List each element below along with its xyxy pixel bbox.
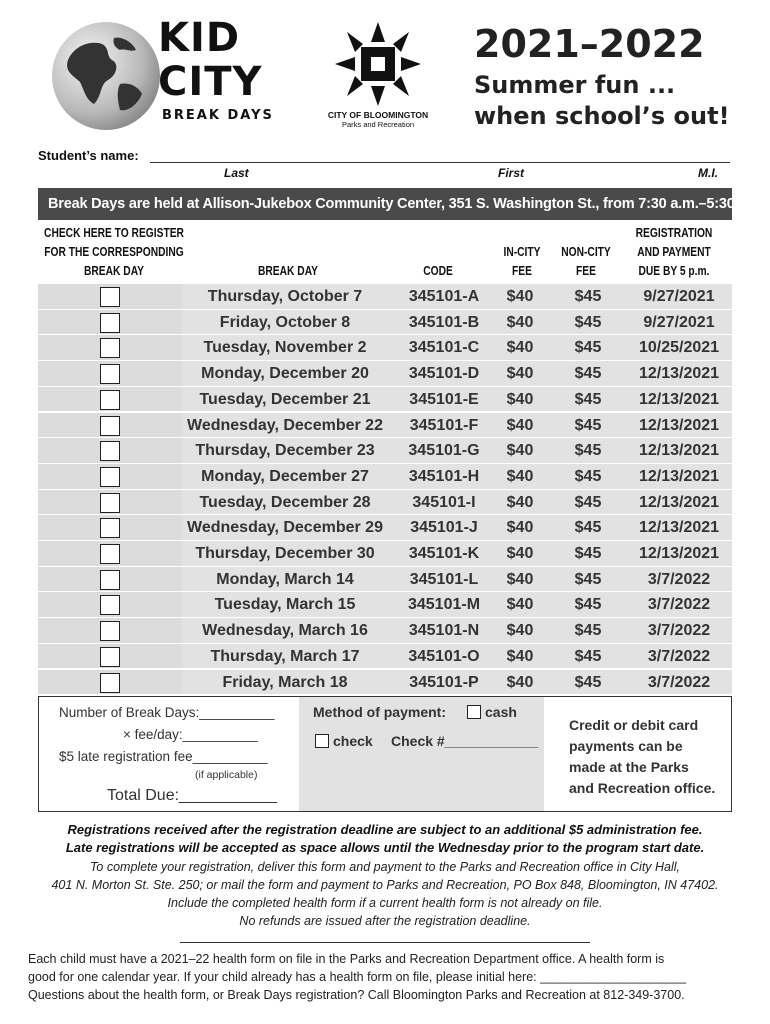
break-day-cell: Wednesday, December 22 (187, 416, 383, 434)
card-payment-note (569, 715, 715, 799)
due-date-cell: 3/7/2022 (647, 596, 711, 614)
cash-checkbox[interactable] (467, 705, 481, 719)
health-form-initial-field[interactable]: good for one calendar year. If your child already has a health form on file, please initial here: _____________________ (28, 970, 687, 984)
tagline-line-1: Summer fun ... (474, 71, 676, 99)
kid-city-logo (50, 16, 280, 134)
in-city-fee-cell: $40 (506, 493, 534, 511)
card-note-line: made at the Parks (569, 759, 689, 775)
break-day-cell: Thursday, December 23 (195, 442, 375, 460)
if-applicable-note: (if applicable) (195, 769, 258, 781)
in-city-fee-cell: $40 (506, 570, 534, 588)
code-cell: 345101-J (410, 519, 478, 537)
cash-label: cash (485, 704, 517, 720)
break-day-cell: Wednesday, March 16 (202, 622, 368, 640)
city-of-bloomington-logo (318, 20, 438, 132)
in-city-fee-cell: $40 (506, 647, 534, 665)
code-cell: 345101-H (408, 467, 480, 485)
checkbox-cell (38, 618, 182, 644)
city-dept: Parks and Recreation (341, 120, 415, 129)
break-day-cell: Tuesday, March 15 (214, 596, 356, 614)
checkbox-cell (38, 670, 182, 696)
in-city-fee-column-header (491, 243, 553, 281)
fee-per-day-field[interactable]: × fee/day:__________ (123, 727, 258, 742)
last-name-caption: Last (224, 166, 249, 180)
table-row (38, 284, 732, 310)
table-row (38, 464, 732, 490)
check-header-line: CHECK HERE TO REGISTER (44, 226, 184, 240)
late-fee-field[interactable]: $5 late registration fee__________ (59, 749, 268, 764)
in-city-fee-cell: $40 (506, 673, 534, 691)
non-city-fee-cell: $45 (574, 673, 602, 691)
non-city-fee-cell: $45 (574, 622, 602, 640)
checkbox-cell (38, 438, 182, 464)
instructions-line: Include the completed health form if a current health form is not already on file. (167, 896, 603, 910)
in-city-fee-cell: $40 (506, 545, 534, 562)
check-header-line: FOR THE CORRESPONDING (44, 245, 184, 259)
due-date-cell: 9/27/2021 (643, 288, 715, 305)
table-row (38, 361, 732, 387)
register-checkbox[interactable] (100, 673, 120, 693)
location-banner: Break Days are held at Allison-Jukebox Community Center, 351 S. Washington St., from 7:30 a.m.–5:30 p.m. (38, 188, 732, 220)
checkbox-cell (38, 310, 182, 336)
break-day-cell: Tuesday, December 21 (199, 390, 371, 408)
break-day-cell: Thursday, March 17 (210, 647, 360, 665)
table-row (38, 438, 732, 464)
code-cell: 345101-K (408, 545, 480, 562)
in-city-fee-cell: $40 (506, 288, 534, 305)
payment-summary-box (38, 696, 732, 812)
check-payment-label: check (333, 733, 373, 749)
non-city-fee-cell: $45 (574, 416, 602, 434)
in-city-fee-cell: $40 (506, 596, 534, 614)
checkbox-cell (38, 644, 182, 670)
globe-icon (50, 20, 162, 132)
city-name: CITY OF BLOOMINGTON (327, 110, 429, 120)
register-checkbox[interactable] (100, 338, 120, 358)
non-city-fee-cell: $45 (574, 467, 602, 485)
city-emblem-icon (333, 20, 423, 108)
instructions-line: To complete your registration, deliver this form and payment to the Parks and Recreation office in City Hall, (89, 860, 681, 874)
non-city-fee-cell: $45 (574, 596, 602, 614)
due-date-cell: 12/13/2021 (638, 416, 720, 434)
check-number-field[interactable]: Check #____________ (391, 733, 539, 749)
break-day-cell: Wednesday, December 29 (187, 519, 383, 537)
card-note-line: Credit or debit card (569, 717, 699, 733)
checkbox-cell (38, 464, 182, 490)
due-date-cell: 3/7/2022 (647, 570, 711, 588)
non-city-fee-cell: $45 (574, 390, 602, 408)
register-checkbox[interactable] (100, 416, 120, 436)
register-checkbox[interactable] (100, 647, 120, 667)
non-city-fee-cell: $45 (574, 365, 602, 383)
register-checkbox[interactable] (100, 287, 120, 307)
table-row (38, 335, 732, 361)
non-city-header-line: FEE (576, 264, 596, 278)
code-cell: 345101-L (409, 570, 479, 588)
years-title: 2021–2022 (474, 22, 705, 66)
payment-method-label: Method of payment: (313, 704, 446, 720)
due-date-cell: 3/7/2022 (647, 647, 711, 665)
in-city-fee-cell: $40 (506, 622, 534, 640)
card-note-line: payments can be (569, 738, 683, 754)
checkbox-cell (38, 284, 182, 310)
due-date-cell: 12/13/2021 (638, 365, 720, 383)
in-city-fee-cell: $40 (506, 467, 534, 485)
in-city-fee-cell: $40 (506, 442, 534, 460)
in-city-fee-cell: $40 (506, 519, 534, 537)
in-city-fee-cell: $40 (506, 365, 534, 383)
break-day-cell: Monday, December 20 (201, 365, 369, 383)
break-day-cell: Friday, March 18 (222, 673, 348, 691)
health-form-note: Each child must have a 2021–22 health form on file in the Parks and Recreation Department office. A health form is (28, 952, 665, 966)
register-checkbox[interactable] (100, 595, 120, 615)
checkbox-cell (38, 387, 182, 413)
non-city-fee-cell: $45 (574, 313, 602, 331)
break-day-column-header: BREAK DAY (257, 264, 318, 278)
due-date-cell: 3/7/2022 (647, 673, 711, 691)
register-checkbox[interactable] (100, 467, 120, 487)
due-header-line: REGISTRATION (635, 226, 713, 240)
code-cell: 345101-E (409, 390, 479, 408)
section-divider (180, 942, 590, 943)
check-column-header (40, 224, 188, 281)
register-checkbox[interactable] (100, 621, 120, 641)
code-cell: 345101-B (408, 313, 480, 331)
non-city-fee-cell: $45 (574, 570, 602, 588)
table-row (38, 387, 732, 413)
tagline-line-2: when school’s out! (474, 102, 730, 130)
late-registration-notice: Late registrations will be accepted as space allows until the Wednesday prior to the program start date. (65, 840, 705, 855)
break-day-cell: Thursday, December 30 (195, 545, 375, 562)
register-checkbox[interactable] (100, 364, 120, 384)
logo-city-text: CITY (158, 59, 263, 105)
break-day-cell: Monday, December 27 (201, 467, 369, 485)
code-cell: 345101-O (408, 647, 480, 665)
logo-kid-text: KID (158, 15, 241, 61)
code-cell: 345101-F (409, 416, 479, 434)
in-city-fee-cell: $40 (506, 416, 534, 434)
non-city-fee-cell: $45 (574, 339, 602, 357)
checkbox-cell (38, 515, 182, 541)
due-date-cell: 12/13/2021 (638, 467, 720, 485)
code-cell: 345101-P (409, 673, 479, 691)
refund-notice: No refunds are issued after the registration deadline. (239, 914, 531, 928)
table-row (38, 670, 732, 696)
table-row (38, 592, 732, 618)
student-name-label: Student’s name: (38, 148, 139, 163)
table-row (38, 515, 732, 541)
logo-break-days-text: BREAK DAYS (162, 108, 274, 123)
due-header-line: AND PAYMENT (637, 245, 711, 259)
in-city-fee-cell: $40 (506, 313, 534, 331)
break-day-cell: Tuesday, November 2 (203, 339, 367, 357)
code-cell: 345101-A (408, 288, 480, 305)
checkbox-cell (38, 413, 182, 439)
due-date-column-header (626, 224, 721, 281)
check-header-line: BREAK DAY (83, 264, 144, 278)
table-row (38, 618, 732, 644)
middle-initial-caption: M.I. (698, 166, 718, 180)
first-name-caption: First (498, 166, 525, 180)
checkbox-cell (38, 567, 182, 593)
due-header-line: DUE BY 5 p.m. (638, 264, 710, 278)
break-day-cell: Tuesday, December 28 (199, 493, 371, 511)
code-cell: 345101-N (408, 622, 480, 640)
due-date-cell: 12/13/2021 (638, 493, 720, 511)
code-cell: 345101-D (408, 365, 480, 383)
in-city-header-line: FEE (512, 264, 532, 278)
code-cell: 345101-I (412, 493, 476, 511)
non-city-fee-cell: $45 (574, 519, 602, 537)
table-row (38, 541, 732, 567)
due-date-cell: 12/13/2021 (638, 545, 720, 562)
due-date-cell: 9/27/2021 (643, 313, 715, 331)
non-city-fee-cell: $45 (574, 647, 602, 665)
register-checkbox[interactable] (100, 518, 120, 538)
non-city-fee-cell: $45 (574, 493, 602, 511)
due-date-cell: 12/13/2021 (638, 519, 720, 537)
student-name-field[interactable] (150, 162, 730, 163)
in-city-header-line: IN-CITY (503, 245, 541, 259)
in-city-fee-cell: $40 (506, 339, 534, 357)
check-payment-checkbox[interactable] (315, 734, 329, 748)
register-checkbox[interactable] (100, 544, 120, 564)
due-date-cell: 3/7/2022 (647, 622, 711, 640)
checkbox-cell (38, 592, 182, 618)
register-checkbox[interactable] (100, 313, 120, 333)
checkbox-cell (38, 541, 182, 567)
table-row (38, 644, 732, 670)
break-day-cell: Monday, March 14 (216, 570, 354, 588)
tagline (474, 70, 730, 132)
checkbox-cell (38, 490, 182, 516)
total-due-field[interactable]: Total Due:___________ (107, 787, 277, 804)
register-checkbox[interactable] (100, 441, 120, 461)
due-date-cell: 12/13/2021 (638, 390, 720, 408)
table-row (38, 413, 732, 439)
code-cell: 345101-G (408, 442, 480, 460)
non-city-fee-cell: $45 (574, 288, 602, 305)
code-cell: 345101-C (408, 339, 480, 357)
break-day-cell: Friday, October 8 (219, 313, 351, 331)
register-checkbox[interactable] (100, 390, 120, 410)
checkbox-cell (38, 335, 182, 361)
break-day-cell: Thursday, October 7 (207, 288, 363, 305)
instructions-line: 401 N. Morton St. Ste. 250; or mail the form and payment to Parks and Recreation, PO Box 848, Bloomington, IN 47402. (51, 878, 719, 892)
non-city-fee-cell: $45 (574, 442, 602, 460)
non-city-fee-cell: $45 (574, 545, 602, 562)
contact-info: Questions about the health form, or Break Days registration? Call Bloomington Parks and Recreation at 812-349-3700. (28, 988, 685, 1002)
due-date-cell: 12/13/2021 (638, 442, 720, 460)
code-cell: 345101-M (407, 596, 481, 614)
due-date-cell: 10/25/2021 (638, 339, 720, 357)
table-row (38, 310, 732, 336)
number-of-days-field[interactable]: Number of Break Days:__________ (59, 705, 275, 720)
late-fee-notice: Registrations received after the registration deadline are subject to an additional $5 administration fee. (67, 822, 703, 837)
checkbox-cell (38, 361, 182, 387)
table-row (38, 567, 732, 593)
card-note-line: and Recreation office. (569, 780, 716, 796)
in-city-fee-cell: $40 (506, 390, 534, 408)
register-checkbox[interactable] (100, 493, 120, 513)
non-city-header-line: NON-CITY (561, 245, 611, 259)
register-checkbox[interactable] (100, 570, 120, 590)
non-city-fee-column-header (555, 243, 617, 281)
code-column-header: CODE (423, 264, 453, 278)
table-row (38, 490, 732, 516)
